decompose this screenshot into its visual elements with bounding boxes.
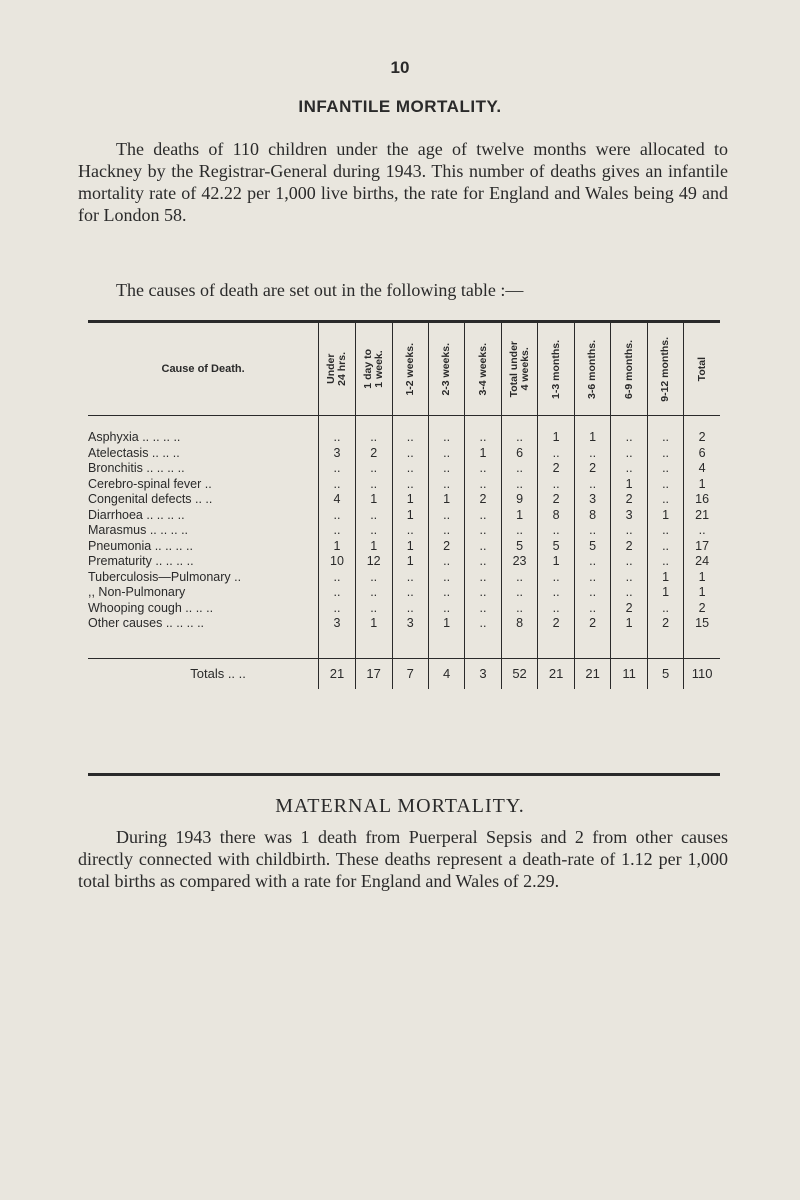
value-cell: .. bbox=[428, 508, 464, 524]
value-cell: 2 bbox=[611, 492, 647, 508]
value-cell: 6 bbox=[501, 446, 538, 462]
column-header bbox=[319, 323, 356, 416]
value-cell: .. bbox=[319, 508, 356, 524]
value-cell: 1 bbox=[538, 554, 575, 570]
value-cell: .. bbox=[392, 585, 428, 601]
maternal-paragraph-text: During 1943 there was 1 death from Puerperal Sepsis and 2 from other causes directly connected with childbirth. These deaths represent a death-rate of 1.12 per 1,000 total births as compared with a rate for England and Wales of 2.29. bbox=[78, 827, 728, 891]
value-cell: .. bbox=[501, 461, 538, 477]
value-cell: .. bbox=[465, 416, 501, 446]
value-cell: 16 bbox=[684, 492, 720, 508]
value-cell: 17 bbox=[355, 658, 392, 689]
page-title: INFANTILE MORTALITY. bbox=[298, 97, 502, 116]
cause-column-header: Cause of Death. bbox=[161, 363, 245, 375]
value-cell: 7 bbox=[392, 658, 428, 689]
value-cell: .. bbox=[647, 477, 683, 493]
value-cell: 1 bbox=[428, 492, 464, 508]
table-intro: The causes of death are set out in the following table :— bbox=[116, 280, 524, 300]
value-cell: .. bbox=[428, 585, 464, 601]
value-cell: .. bbox=[465, 508, 501, 524]
value-cell: 6 bbox=[684, 446, 720, 462]
maternal-mortality-title: MATERNAL MORTALITY. bbox=[275, 795, 525, 817]
value-cell: 1 bbox=[392, 539, 428, 555]
table-row bbox=[88, 523, 720, 539]
value-cell: .. bbox=[574, 601, 611, 617]
spacer-cell bbox=[684, 632, 720, 659]
value-cell: 1 bbox=[538, 416, 575, 446]
column-header-label: Total under 4 weeks. bbox=[507, 340, 531, 398]
value-cell: .. bbox=[647, 523, 683, 539]
value-cell: 2 bbox=[574, 461, 611, 477]
column-header-label: 3-6 months. bbox=[586, 339, 599, 399]
spacer-cell bbox=[501, 632, 538, 659]
table-row bbox=[88, 461, 720, 477]
value-cell: .. bbox=[392, 601, 428, 617]
value-cell: 24 bbox=[684, 554, 720, 570]
value-cell: 2 bbox=[538, 616, 575, 632]
column-header bbox=[647, 323, 683, 416]
value-cell: .. bbox=[538, 570, 575, 586]
value-cell: .. bbox=[611, 554, 647, 570]
value-cell: .. bbox=[355, 601, 392, 617]
value-cell: .. bbox=[319, 601, 356, 617]
value-cell: .. bbox=[538, 585, 575, 601]
column-header-label: Total bbox=[695, 356, 708, 382]
table-row bbox=[88, 554, 720, 570]
table-row bbox=[88, 492, 720, 508]
column-header-label: 1-3 months. bbox=[549, 339, 562, 399]
value-cell: .. bbox=[319, 570, 356, 586]
value-cell: 1 bbox=[611, 616, 647, 632]
value-cell: 1 bbox=[355, 539, 392, 555]
value-cell: 21 bbox=[684, 508, 720, 524]
column-header bbox=[355, 323, 392, 416]
value-cell: 5 bbox=[538, 539, 575, 555]
value-cell: .. bbox=[501, 477, 538, 493]
value-cell: 4 bbox=[319, 492, 356, 508]
value-cell: 1 bbox=[684, 477, 720, 493]
value-cell: 21 bbox=[574, 658, 611, 689]
value-cell: 3 bbox=[574, 492, 611, 508]
value-cell: .. bbox=[465, 461, 501, 477]
value-cell: 1 bbox=[392, 492, 428, 508]
value-cell: .. bbox=[538, 601, 575, 617]
totals-row bbox=[88, 658, 720, 689]
value-cell: 110 bbox=[684, 658, 720, 689]
value-cell: .. bbox=[319, 477, 356, 493]
causes-of-death-table bbox=[88, 323, 720, 689]
value-cell: 1 bbox=[684, 585, 720, 601]
value-cell: 2 bbox=[611, 539, 647, 555]
value-cell: .. bbox=[611, 585, 647, 601]
value-cell: 2 bbox=[647, 616, 683, 632]
value-cell: 3 bbox=[465, 658, 501, 689]
value-cell: .. bbox=[611, 446, 647, 462]
spacer-cell bbox=[319, 632, 356, 659]
value-cell: .. bbox=[538, 523, 575, 539]
value-cell: 5 bbox=[647, 658, 683, 689]
cause-cell: Totals .. .. bbox=[88, 658, 319, 689]
value-cell: 1 bbox=[647, 570, 683, 586]
value-cell: .. bbox=[647, 601, 683, 617]
value-cell: 5 bbox=[501, 539, 538, 555]
value-cell: 15 bbox=[684, 616, 720, 632]
maternal-paragraph bbox=[78, 826, 728, 892]
column-header bbox=[392, 323, 428, 416]
column-header bbox=[501, 323, 538, 416]
column-header-label: 3-4 weeks. bbox=[476, 342, 489, 396]
value-cell: 5 bbox=[574, 539, 611, 555]
value-cell: 1 bbox=[465, 446, 501, 462]
value-cell: 3 bbox=[319, 446, 356, 462]
cause-cell: Diarrhoea .. .. .. .. bbox=[88, 507, 185, 522]
table-row bbox=[88, 585, 720, 601]
value-cell: 10 bbox=[319, 554, 356, 570]
value-cell: .. bbox=[465, 539, 501, 555]
cause-cell: ,, Non-Pulmonary bbox=[88, 585, 186, 599]
table-row bbox=[88, 570, 720, 586]
value-cell: 3 bbox=[611, 508, 647, 524]
value-cell: .. bbox=[319, 585, 356, 601]
value-cell: 2 bbox=[611, 601, 647, 617]
value-cell: .. bbox=[611, 461, 647, 477]
value-cell: .. bbox=[355, 585, 392, 601]
cause-cell: Bronchitis .. .. .. .. bbox=[88, 461, 185, 475]
column-header-label: 1-2 weeks. bbox=[403, 342, 416, 396]
value-cell: 4 bbox=[684, 461, 720, 477]
value-cell: 1 bbox=[647, 508, 683, 524]
value-cell: 9 bbox=[501, 492, 538, 508]
value-cell: .. bbox=[465, 585, 501, 601]
value-cell: .. bbox=[355, 477, 392, 493]
value-cell: .. bbox=[428, 570, 464, 586]
value-cell: .. bbox=[392, 477, 428, 493]
value-cell: .. bbox=[574, 477, 611, 493]
value-cell: 4 bbox=[428, 658, 464, 689]
value-cell: 3 bbox=[319, 616, 356, 632]
table-row bbox=[88, 508, 720, 524]
value-cell: .. bbox=[319, 523, 356, 539]
value-cell: .. bbox=[465, 570, 501, 586]
value-cell: 1 bbox=[355, 616, 392, 632]
value-cell: .. bbox=[574, 523, 611, 539]
spacer-cell bbox=[392, 632, 428, 659]
value-cell: .. bbox=[611, 416, 647, 446]
spacer-cell bbox=[88, 632, 319, 659]
value-cell: 2 bbox=[538, 461, 575, 477]
column-header bbox=[465, 323, 501, 416]
spacer-cell bbox=[355, 632, 392, 659]
value-cell: .. bbox=[392, 570, 428, 586]
value-cell: .. bbox=[647, 539, 683, 555]
value-cell: 1 bbox=[392, 554, 428, 570]
value-cell: .. bbox=[501, 570, 538, 586]
value-cell: .. bbox=[428, 461, 464, 477]
cause-cell: Other causes .. .. .. .. bbox=[88, 616, 205, 630]
value-cell: .. bbox=[574, 554, 611, 570]
value-cell: 2 bbox=[574, 616, 611, 632]
value-cell: .. bbox=[428, 416, 464, 446]
table-row bbox=[88, 446, 720, 462]
column-header bbox=[574, 323, 611, 416]
intro-paragraph bbox=[78, 138, 728, 226]
table-row bbox=[88, 616, 720, 632]
column-header-label: Under 24 hrs. bbox=[324, 352, 348, 386]
table-row bbox=[88, 539, 720, 555]
value-cell: .. bbox=[465, 601, 501, 617]
value-cell: .. bbox=[428, 477, 464, 493]
value-cell: 11 bbox=[611, 658, 647, 689]
value-cell: .. bbox=[501, 585, 538, 601]
value-cell: .. bbox=[392, 416, 428, 446]
value-cell: .. bbox=[355, 508, 392, 524]
column-header-label: 9-12 months. bbox=[659, 336, 672, 402]
column-header bbox=[611, 323, 647, 416]
value-cell: .. bbox=[501, 601, 538, 617]
value-cell: .. bbox=[538, 446, 575, 462]
value-cell: .. bbox=[428, 554, 464, 570]
value-cell: .. bbox=[684, 523, 720, 539]
value-cell: 1 bbox=[501, 508, 538, 524]
column-header-label: 6-9 months. bbox=[622, 339, 635, 399]
value-cell: .. bbox=[574, 446, 611, 462]
value-cell: 23 bbox=[501, 554, 538, 570]
value-cell: 1 bbox=[319, 539, 356, 555]
spacer-cell bbox=[647, 632, 683, 659]
cause-cell: Cerebro-spinal fever .. bbox=[88, 476, 212, 491]
value-cell: 1 bbox=[428, 616, 464, 632]
value-cell: 21 bbox=[319, 658, 356, 689]
value-cell: .. bbox=[538, 477, 575, 493]
value-cell: .. bbox=[465, 616, 501, 632]
value-cell: 8 bbox=[538, 508, 575, 524]
value-cell: .. bbox=[647, 446, 683, 462]
value-cell: .. bbox=[465, 477, 501, 493]
cause-cell: Whooping cough .. .. .. bbox=[88, 600, 214, 615]
column-header bbox=[538, 323, 575, 416]
value-cell: .. bbox=[319, 461, 356, 477]
value-cell: .. bbox=[392, 461, 428, 477]
table-header-row bbox=[88, 323, 720, 416]
value-cell: .. bbox=[355, 523, 392, 539]
page-number: 10 bbox=[390, 58, 410, 77]
value-cell: .. bbox=[465, 523, 501, 539]
value-cell: 52 bbox=[501, 658, 538, 689]
value-cell: 12 bbox=[355, 554, 392, 570]
cause-cell: Prematurity .. .. .. .. bbox=[88, 554, 194, 568]
value-cell: 8 bbox=[501, 616, 538, 632]
value-cell: .. bbox=[465, 554, 501, 570]
column-header-label: 2-3 weeks. bbox=[440, 342, 453, 396]
cause-cell: Congenital defects .. .. bbox=[88, 492, 213, 506]
intro-paragraph-text: The deaths of 110 children under the age of twelve months were allocated to Hackney by the Registrar-General during 1943. This number of deaths gives an infantile mortality rate of 42.22 per 1,000 live births, the rate for England and Wales being 49 and for London 58. bbox=[78, 139, 728, 225]
value-cell: 3 bbox=[392, 616, 428, 632]
value-cell: .. bbox=[574, 570, 611, 586]
value-cell: 1 bbox=[647, 585, 683, 601]
value-cell: .. bbox=[392, 523, 428, 539]
value-cell: .. bbox=[647, 492, 683, 508]
value-cell: 17 bbox=[684, 539, 720, 555]
value-cell: .. bbox=[392, 446, 428, 462]
value-cell: 21 bbox=[538, 658, 575, 689]
value-cell: .. bbox=[319, 416, 356, 446]
value-cell: .. bbox=[355, 570, 392, 586]
value-cell: 2 bbox=[428, 539, 464, 555]
column-header bbox=[428, 323, 464, 416]
value-cell: .. bbox=[574, 585, 611, 601]
value-cell: 2 bbox=[684, 601, 720, 617]
table-bottom-rule bbox=[88, 773, 720, 776]
value-cell: .. bbox=[428, 601, 464, 617]
table-row bbox=[88, 477, 720, 493]
spacer-cell bbox=[465, 632, 501, 659]
column-header bbox=[684, 323, 720, 416]
value-cell: .. bbox=[355, 461, 392, 477]
value-cell: .. bbox=[428, 523, 464, 539]
spacer-cell bbox=[428, 632, 464, 659]
value-cell: 1 bbox=[611, 477, 647, 493]
value-cell: .. bbox=[611, 523, 647, 539]
spacer-cell bbox=[611, 632, 647, 659]
value-cell: .. bbox=[611, 570, 647, 586]
value-cell: .. bbox=[647, 416, 683, 446]
cause-cell: Atelectasis .. .. .. bbox=[88, 445, 180, 460]
value-cell: .. bbox=[501, 416, 538, 446]
value-cell: 1 bbox=[355, 492, 392, 508]
spacer-cell bbox=[538, 632, 575, 659]
value-cell: .. bbox=[647, 554, 683, 570]
spacer-cell bbox=[574, 632, 611, 659]
value-cell: 2 bbox=[355, 446, 392, 462]
value-cell: .. bbox=[647, 461, 683, 477]
cause-cell: Asphyxia .. .. .. .. bbox=[88, 430, 181, 444]
table-row bbox=[88, 416, 720, 446]
value-cell: 1 bbox=[574, 416, 611, 446]
spacer-row bbox=[88, 632, 720, 659]
value-cell: .. bbox=[355, 416, 392, 446]
cause-cell: Marasmus .. .. .. .. bbox=[88, 523, 189, 537]
value-cell: 1 bbox=[684, 570, 720, 586]
column-header-label: 1 day to 1 week. bbox=[361, 349, 385, 389]
value-cell: 2 bbox=[465, 492, 501, 508]
table-body bbox=[88, 416, 720, 689]
value-cell: 1 bbox=[392, 508, 428, 524]
table-row bbox=[88, 601, 720, 617]
cause-cell: Tuberculosis—Pulmonary .. bbox=[88, 569, 242, 584]
value-cell: 2 bbox=[538, 492, 575, 508]
cause-cell: Pneumonia .. .. .. .. bbox=[88, 538, 193, 553]
value-cell: 8 bbox=[574, 508, 611, 524]
value-cell: 2 bbox=[684, 416, 720, 446]
value-cell: .. bbox=[501, 523, 538, 539]
value-cell: .. bbox=[428, 446, 464, 462]
